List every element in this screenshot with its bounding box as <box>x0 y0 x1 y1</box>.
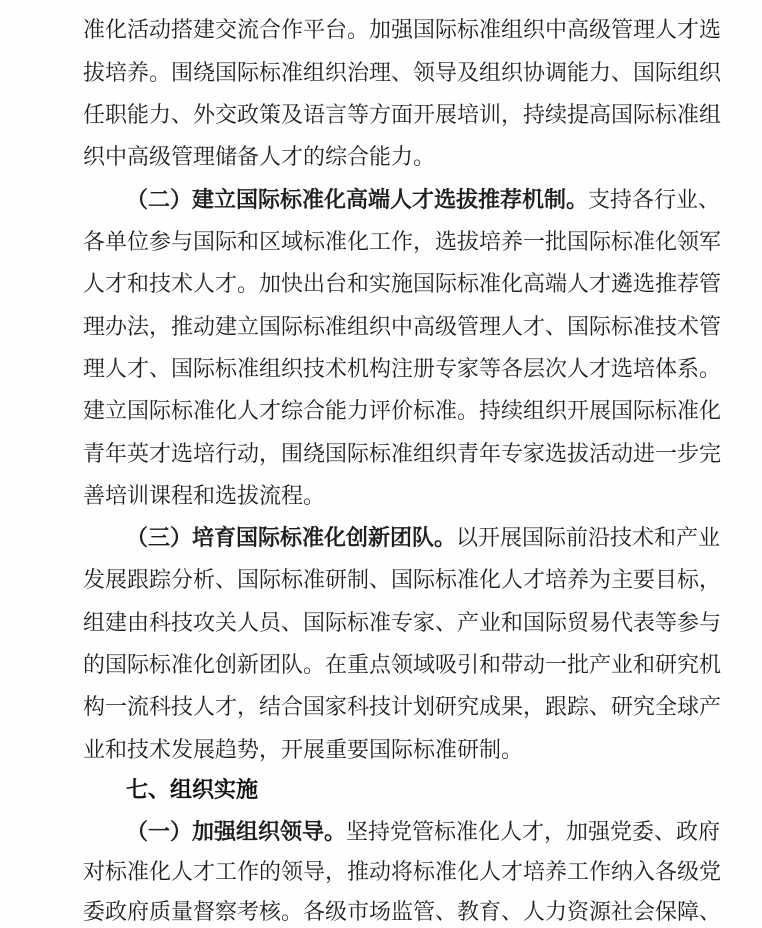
text-line: 理办法，推动建立国际标准组织中高级管理人才、国际标准技术管 <box>83 315 722 340</box>
text-line: 的国际标准化创新团队。在重点领域吸引和带动一批产业和研究机 <box>83 653 722 678</box>
text-line: 青年英才选培行动，围绕国际标准组织青年专家选拔活动进一步完 <box>83 442 722 467</box>
text-run: 以开展国际前沿技术和产业 <box>456 526 721 551</box>
text-run: 坚持党管标准化人才，加强党委、政府 <box>346 820 721 845</box>
paragraph-first-line <box>126 524 721 554</box>
text-line: 对标准化人才工作的领导，推动将标准化人才培养工作纳入各级党 <box>83 860 722 885</box>
text-line: 善培训课程和选拔流程。 <box>83 484 326 509</box>
paragraph-first-line <box>126 186 721 216</box>
text-line: 理人才、国际标准组织技术机构注册专家等各层次人才选培体系。 <box>83 357 722 382</box>
text-line: 组建由科技攻关人员、国际标准专家、产业和国际贸易代表等参与 <box>83 611 722 636</box>
text-line: 构一流科技人才，结合国家科技计划研究成果，跟踪、研究全球产 <box>83 695 722 720</box>
text-line: 各单位参与国际和区域标准化工作，选拔培养一批国际标准化领军 <box>83 230 722 255</box>
text-line: 发展跟踪分析、国际标准研制、国际标准化人才培养为主要目标， <box>83 568 722 593</box>
section-heading: 七、组织实施 <box>126 778 259 803</box>
text-line: 业和技术发展趋势，开展重要国际标准研制。 <box>83 738 524 763</box>
text-run: 支持各行业、 <box>588 188 721 213</box>
text-line: 任职能力、外交政策及语言等方面开展培训，持续提高国际标准组 <box>83 103 722 128</box>
subsection-heading: （三）培育国际标准化创新团队。 <box>126 526 457 551</box>
text-line: 拔培养。围绕国际标准组织治理、领导及组织协调能力、国际组织 <box>83 61 722 86</box>
paragraph-first-line <box>126 818 721 848</box>
subsection-heading: （一）加强组织领导。 <box>126 820 347 845</box>
text-line: 准化活动搭建交流合作平台。加强国际标准组织中高级管理人才选 <box>83 18 722 43</box>
subsection-heading: （二）建立国际标准化高端人才选拔推荐机制。 <box>126 188 589 213</box>
text-line: 委政府质量督察考核。各级市场监管、教育、人力资源社会保障、 <box>83 900 722 925</box>
text-line: 建立国际标准化人才综合能力评价标准。持续组织开展国际标准化 <box>83 399 722 424</box>
text-line: 人才和技术人才。加快出台和实施国际标准化高端人才遴选推荐管 <box>83 272 722 297</box>
text-line: 织中高级管理储备人才的综合能力。 <box>83 145 436 170</box>
